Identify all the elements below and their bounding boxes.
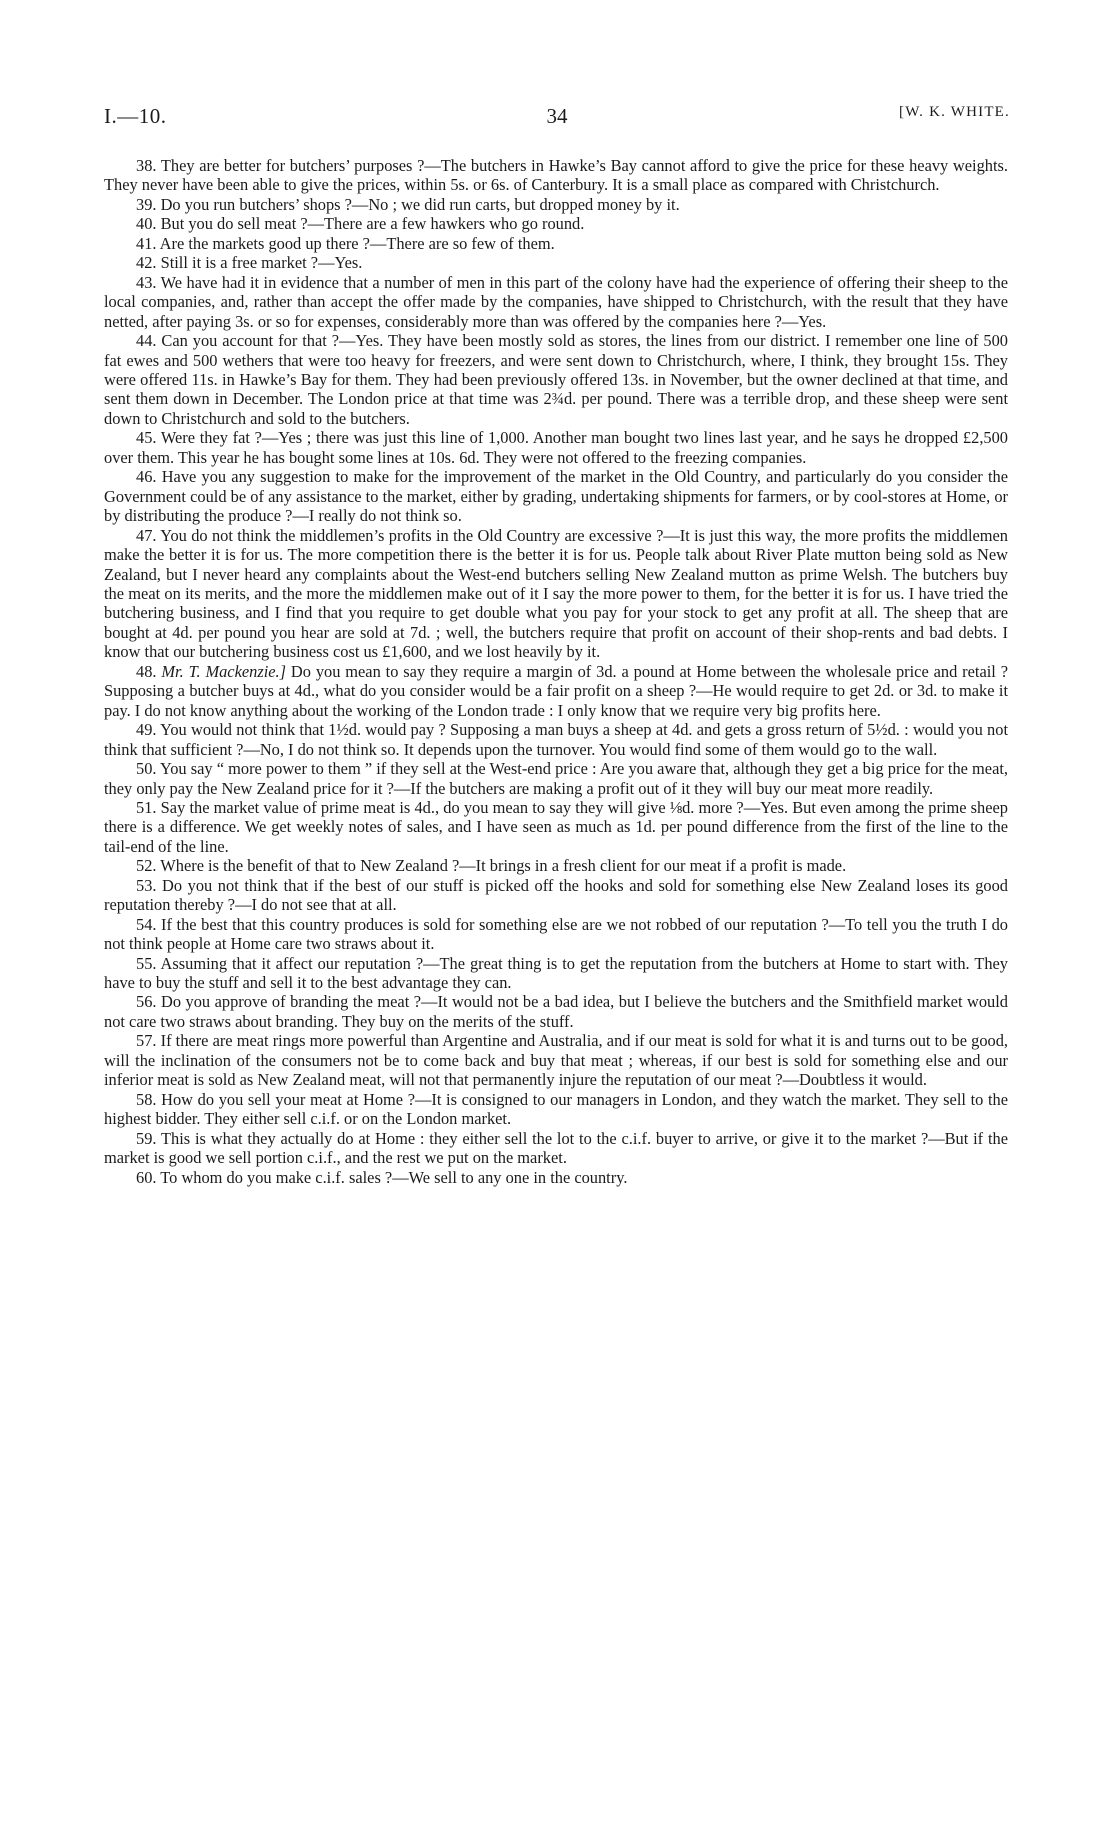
question-38: 38. They are better for butchers’ purposes ?—The butchers in Hawke’s Bay cannot afford to give the price for these heavy weights. They never have been able to give the prices, within 5s. or 6s. of Canterbury. It is a small place as compared with Christchurch. xyxy=(104,156,1008,195)
question-55: 55. Assuming that it affect our reputation ?—The great thing is to get the reputation from the butchers at Home to start with. They have to buy the stuff and sell it to the best advantage they can. xyxy=(104,953,1008,993)
question-39: 39. Do you run butchers’ shops ?—No ; we did run carts, but dropped money by it. xyxy=(136,194,680,214)
witness-name: [W. K. WHITE. xyxy=(899,104,1010,120)
question-43: 43. We have had it in evidence that a number of men in this part of the colony have had the experience of offering their sheep to the local companies, and, rather than accept the offer made by the companies, have shipped to Christchurch, with the result that they have netted, after paying 3s. or so for expenses, considerably more than was offered by the companies here ?—Yes. xyxy=(104,272,1008,331)
evidence-body xyxy=(104,156,1008,1187)
question-48 xyxy=(104,662,1008,720)
question-48-number: 48. xyxy=(136,661,162,681)
page-number: 34 xyxy=(546,104,568,128)
question-45: 45. Were they fat ?—Yes ; there was just this line of 1,000. Another man bought two lines last year, and he says he dropped £2,500 over them. This year he has bought some lines at 10s. 6d. They were not offered to the freezing companies. xyxy=(104,428,1008,467)
question-54: 54. If the best that this country produces is sold for something else are we not robbed of our reputation ?—To tell you the truth I do not think people at Home care two straws about it. xyxy=(104,914,1008,954)
question-44: 44. Can you account for that ?—Yes. They have been mostly sold as stores, the lines from our district. I remember one line of 500 fat ewes and 500 wethers that were too heavy for freezers, and were sent down to Christchurch, where, I think, they brought 15s. They were offered 11s. in Hawke’s Bay for them. They had been previously offered 13s. in November, but the owner declined at that time, and sent them down in December. The London price at that time was 2¾d. per pound. There was a terrible drop, and these sheep were sent down to Christchurch and sold to the butchers. xyxy=(104,331,1008,428)
question-51: 51. Say the market value of prime meat is 4d., do you mean to say they will give ⅛d. more ?—Yes. But even among the prime sheep there is a difference. We get weekly notes of sales, and I have seen as much as 1d. per pound difference from the first of the line to the tail-end of the line. xyxy=(104,797,1008,856)
question-60: 60. To whom do you make c.i.f. sales ?—We sell to any one in the country. xyxy=(136,1167,628,1187)
document-reference: I.—10. xyxy=(104,104,167,128)
question-48-text: Do you mean to say they require a margin of 3d. a pound at Home between the wholesale price and retail ? Supposing a butcher buys at 4d., what do you consider would be a fair profit on a sheep ?—He would require to get 2d. or 3d. to make it pay. I do not know anything about the working of the London trade : I only know that we require very big profits here. xyxy=(104,661,1008,720)
question-41: 41. Are the markets good up there ?—There are so few of them. xyxy=(136,233,555,253)
question-40: 40. But you do sell meat ?—There are a few hawkers who go round. xyxy=(136,214,585,234)
speaker-name: Mr. T. Mackenzie.] xyxy=(161,661,287,681)
question-50: 50. You say “ more power to them ” if they sell at the West-end price : Are you aware that, although they get a big price for the meat, they only pay the New Zealand price for it ?—If the butchers are making a profit out of it they will buy our meat more readily. xyxy=(104,759,1008,798)
question-59: 59. This is what they actually do at Home : they either sell the lot to the c.i.f. buyer to arrive, or give it to the market ?—But if the market is good we sell portion c.i.f., and the rest we put on the market. xyxy=(104,1128,1008,1168)
question-57: 57. If there are meat rings more powerful than Argentine and Australia, and if our meat is sold for what it is and turns out to be good, will the inclination of the consumers not be to come back and buy that meat ; whereas, if our best is sold for something else and our inferior meat is sold as New Zealand meat, will not that permanently injure the reputation of our meat ?—Doubtless it would. xyxy=(104,1031,1008,1090)
question-46: 46. Have you any suggestion to make for the improvement of the market in the Old Country, and particularly do you consider the Government could be of any assistance to the market, either by grading, undertaking shipments for farmers, or by cool-stores at Home, or by distributing the produce ?—I really do not think so. xyxy=(104,467,1008,526)
question-49: 49. You would not think that 1½d. would pay ? Supposing a man buys a sheep at 4d. and gets a gross return of 5½d. : would you not think that sufficient ?—No, I do not think so. It depends upon the turnover. You would find some of them would go to the wall. xyxy=(104,720,1008,759)
question-58: 58. How do you sell your meat at Home ?—It is consigned to our managers in London, and they watch the market. They sell to the highest bidder. They either sell c.i.f. or on the London market. xyxy=(104,1089,1008,1129)
question-56: 56. Do you approve of branding the meat ?—It would not be a bad idea, but I believe the butchers and the Smithfield market would not care two straws about branding. They buy on the merits of the stuff. xyxy=(104,992,1008,1031)
question-42: 42. Still it is a free market ?—Yes. xyxy=(136,253,363,273)
page-header xyxy=(104,104,1010,134)
question-47: 47. You do not think the middlemen’s profits in the Old Country are excessive ?—It is just this way, the more profits the middlemen make the better it is for us. The more competition there is the better it is for us. People talk about River Plate mutton being sold as New Zealand, but I never heard any complaints about the West-end butchers selling New Zealand mutton as prime Welsh. The butchers buy the meat on its merits, and the more the middlemen make out of it I say the more power to them, for the better it is for us. I have tried the butchering business, and I find that you require to get double what you pay for your stock to get any profit at all. The sheep that are bought at 4d. per pound you hear are sold at 7d. ; well, the butchers require that profit on account of their shop-rents and bad debts. I know that our butchering business cost us £1,600, and we lost heavily by it. xyxy=(104,525,1008,662)
question-52: 52. Where is the benefit of that to New Zealand ?—It brings in a fresh client for our meat if a profit is made. xyxy=(136,856,847,876)
question-53: 53. Do you not think that if the best of our stuff is picked off the hooks and sold for something else New Zealand loses its good reputation thereby ?—I do not see that at all. xyxy=(104,875,1008,915)
